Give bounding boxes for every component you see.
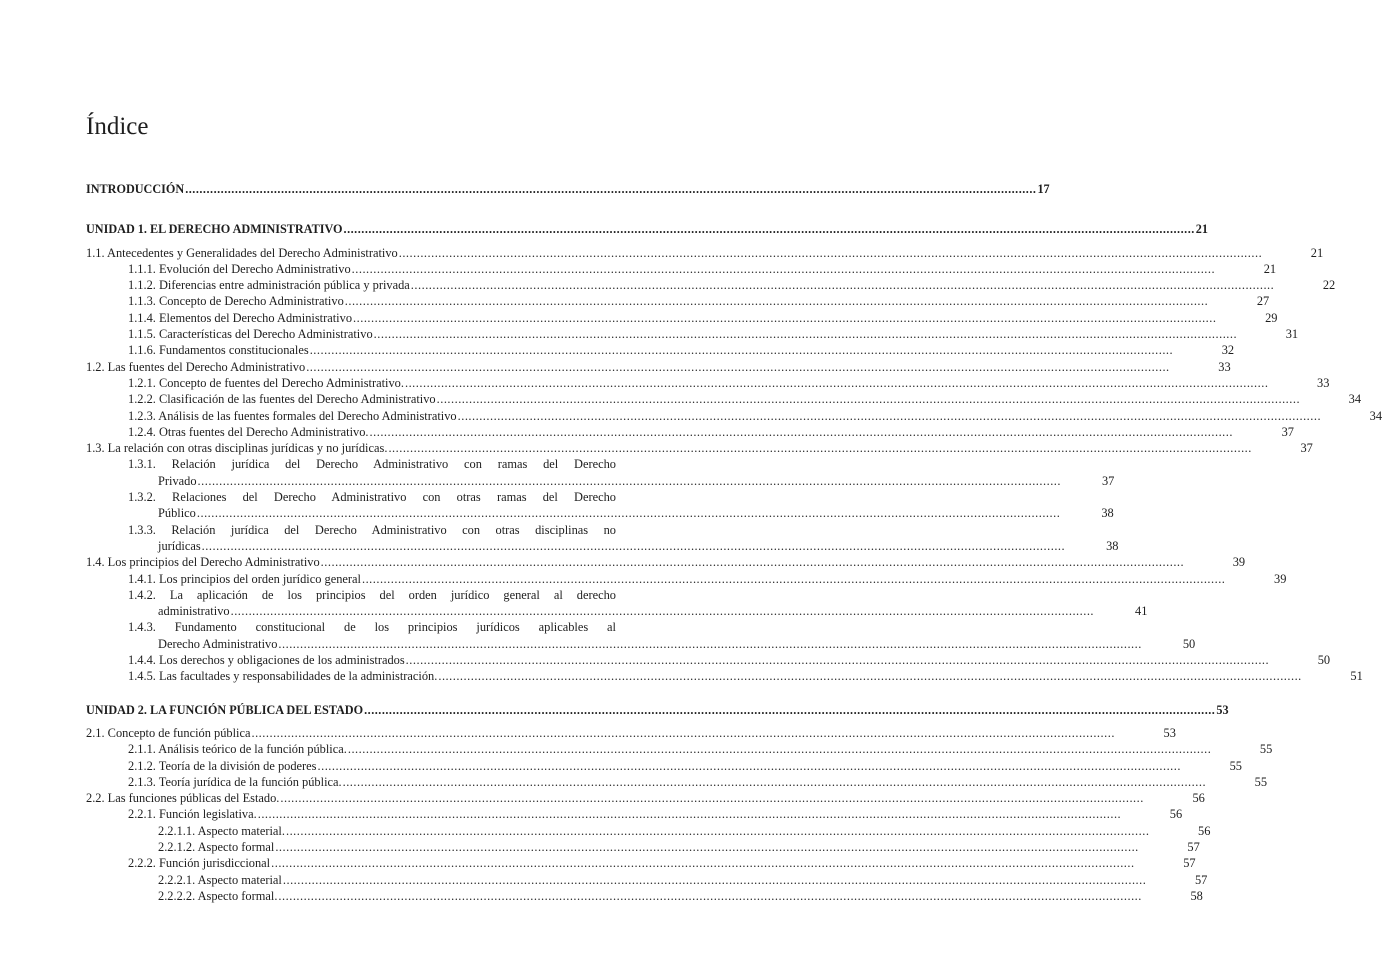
toc-entry-text: 1.4. Los principios del Derecho Administrativo xyxy=(86,555,320,570)
dot-leader: ................................................................................................................................................................................................................................................ xyxy=(361,571,1226,586)
toc-entry xyxy=(86,245,1324,261)
toc-entry xyxy=(86,806,1183,822)
toc-entry-text-line-1: 1.4.3. Fundamento constitucional de los principios jurídicos aplicables al xyxy=(128,620,616,635)
toc-entry-text: 1.2.3. Análisis de las fuentes formales del Derecho Administrativo xyxy=(128,408,457,423)
toc-entry-text: 1.1.4. Elementos del Derecho Administrativo xyxy=(128,310,353,325)
toc-entry-text-line-2: Privado xyxy=(158,473,197,488)
toc-entry-text: 2.1. Concepto de función pública xyxy=(86,725,251,740)
toc-entry-text-line-2: Público xyxy=(158,506,196,521)
toc-entry-page: 22 xyxy=(1322,278,1336,293)
toc-entry-text-line-2: administrativo xyxy=(158,604,230,619)
toc-entry xyxy=(86,571,1287,587)
toc-entry-page: 37 xyxy=(1101,473,1115,488)
toc-entry-page: 32 xyxy=(1221,343,1235,358)
toc-entry-page: 38 xyxy=(1101,506,1114,521)
dot-leader: ................................................................................................................................................................................................................................................ xyxy=(280,791,1144,806)
toc-entry-page: 29 xyxy=(1265,310,1278,325)
toc-entry-page: 38 xyxy=(1106,538,1119,553)
toc-entry xyxy=(86,554,1246,570)
toc-entry xyxy=(86,342,1235,358)
toc-entry xyxy=(86,408,1382,424)
dot-leader: ................................................................................................................................................................................................................................................ xyxy=(278,888,1142,903)
toc-entry-line-2 xyxy=(128,538,1119,554)
dot-leader: ................................................................................................................................................................................................................................................ xyxy=(364,702,1216,717)
toc-entry-text: 1.4.4. Los derechos y obligaciones de los administrados xyxy=(128,653,405,668)
toc-entry-text-line-1: 1.3.3. Relación jurídica del Derecho Administrativo con otras disciplinas no xyxy=(128,522,616,537)
toc-entry-page: 21 xyxy=(1263,261,1277,276)
dot-leader: ................................................................................................................................................................................................................................................ xyxy=(275,839,1139,854)
dot-leader: ................................................................................................................................................................................................................................................ xyxy=(185,182,1037,196)
dot-leader: ................................................................................................................................................................................................................................................ xyxy=(405,653,1270,668)
toc-entry xyxy=(86,790,1205,806)
toc-entry-text: 1.2.4. Otras fuentes del Derecho Administrativo. xyxy=(128,424,369,439)
toc-entry-page: 17 xyxy=(1037,182,1050,196)
toc-entry-multiline xyxy=(86,489,1114,522)
toc-entry xyxy=(86,293,1270,309)
toc-entry-page: 57 xyxy=(1187,839,1200,854)
toc-entry-text: 2.2.1. Función legislativa. xyxy=(128,807,257,822)
toc-entry-text-line-1: 1.3.2. Relaciones del Derecho Administrativo con otras ramas del Derecho xyxy=(128,490,616,505)
toc-entry-text: 1.2.2. Clasificación de las fuentes del Derecho Administrativo xyxy=(128,392,436,407)
toc-entry-introduction xyxy=(86,181,1050,197)
toc-entry xyxy=(86,668,1363,684)
toc-entry-multiline xyxy=(86,456,1115,489)
dot-leader: ................................................................................................................................................................................................................................................ xyxy=(344,294,1209,309)
toc-entry-line-2 xyxy=(128,636,1196,652)
toc-entry-page: 41 xyxy=(1135,604,1148,619)
dot-leader: ................................................................................................................................................................................................................................................ xyxy=(353,310,1217,325)
dot-leader: ................................................................................................................................................................................................................................................ xyxy=(438,669,1302,684)
dot-leader: ................................................................................................................................................................................................................................................ xyxy=(230,604,1095,619)
toc-entry-text: 1.4.5. Las facultades y responsabilidades de la administración. xyxy=(128,669,438,684)
toc-entry-page: 21 xyxy=(1310,245,1324,260)
toc-entry-text: 2.2.1.1. Aspecto material. xyxy=(158,823,285,838)
toc-entry-text: 2.2.2.2. Aspecto formal. xyxy=(158,888,278,903)
toc-entry-text: UNIDAD 1. EL DERECHO ADMINISTRATIVO xyxy=(86,222,343,237)
toc-entry xyxy=(86,774,1268,790)
toc-entry xyxy=(86,424,1294,440)
toc-entry-page: 55 xyxy=(1259,742,1273,757)
toc-entry xyxy=(86,652,1331,668)
toc-entry-page: 56 xyxy=(1192,791,1205,806)
toc-entry-page: 33 xyxy=(1218,359,1231,374)
toc-entry-text: UNIDAD 2. LA FUNCIÓN PÚBLICA DEL ESTADO xyxy=(86,702,364,717)
dot-leader: ................................................................................................................................................................................................................................................ xyxy=(201,538,1066,553)
toc-entry-text: 2.2. Las funciones públicas del Estado. xyxy=(86,791,280,806)
toc-entry-text: 2.2.2. Función jurisdiccional xyxy=(128,856,271,871)
dot-leader: ................................................................................................................................................................................................................................................ xyxy=(436,392,1301,407)
toc-entry-multiline xyxy=(86,587,1148,620)
dot-leader: ................................................................................................................................................................................................................................................ xyxy=(343,222,1195,237)
dot-leader: ................................................................................................................................................................................................................................................ xyxy=(457,408,1322,423)
toc-entry-page: 34 xyxy=(1369,408,1382,423)
page-title: Índice xyxy=(86,113,149,140)
dot-leader: ................................................................................................................................................................................................................................................ xyxy=(369,424,1233,439)
toc-entry xyxy=(86,758,1242,774)
toc-entry-text: 2.2.2.1. Aspecto material xyxy=(158,872,282,887)
dot-leader: ................................................................................................................................................................................................................................................ xyxy=(196,506,1061,521)
toc-entry-page: 50 xyxy=(1317,653,1331,668)
toc-entry-page: 37 xyxy=(1300,441,1313,456)
toc-entry xyxy=(86,839,1200,855)
toc-entry-text: 1.1. Antecedentes y Generalidades del Derecho Administrativo xyxy=(86,245,398,260)
dot-leader: ................................................................................................................................................................................................................................................ xyxy=(347,742,1212,757)
toc-entry-text: 1.2. Las fuentes del Derecho Administrativo xyxy=(86,359,306,374)
toc-entry xyxy=(86,888,1203,904)
dot-leader: ................................................................................................................................................................................................................................................ xyxy=(271,856,1135,871)
toc-entry-text: 1.4.1. Los principios del orden jurídico general xyxy=(128,571,361,586)
toc-entry xyxy=(86,855,1196,871)
dot-leader: ................................................................................................................................................................................................................................................ xyxy=(285,823,1150,838)
toc-entry xyxy=(86,872,1208,888)
toc-entry-text: 2.1.1. Análisis teórico de la función pública. xyxy=(128,742,347,757)
toc-entry xyxy=(86,741,1273,757)
toc-entry-page: 21 xyxy=(1195,222,1208,237)
dot-leader: ................................................................................................................................................................................................................................................ xyxy=(317,758,1181,773)
dot-leader: ................................................................................................................................................................................................................................................ xyxy=(257,807,1122,822)
toc-entry xyxy=(86,375,1330,391)
toc-entry-unit-2 xyxy=(86,702,1229,718)
toc-entry-multiline xyxy=(86,522,1119,555)
dot-leader: ................................................................................................................................................................................................................................................ xyxy=(398,245,1263,260)
toc-entry-text: 1.1.3. Concepto de Derecho Administrativo xyxy=(128,294,344,309)
dot-leader: ................................................................................................................................................................................................................................................ xyxy=(309,343,1174,358)
toc-entry-page: 37 xyxy=(1281,424,1294,439)
dot-leader: ................................................................................................................................................................................................................................................ xyxy=(278,636,1142,651)
toc-entry-page: 53 xyxy=(1216,702,1229,717)
toc-entry-text: 1.3. La relación con otras disciplinas jurídicas y no jurídicas. xyxy=(86,441,388,456)
toc-entry-line-2 xyxy=(128,473,1115,489)
toc-entry-text-line-2: jurídicas xyxy=(158,538,201,553)
toc-entry-text: 1.1.2. Diferencias entre administración pública y privada xyxy=(128,278,410,293)
toc-entry-text: 2.1.2. Teoría de la división de poderes xyxy=(128,758,317,773)
toc-entry-multiline xyxy=(86,619,1196,652)
dot-leader: ................................................................................................................................................................................................................................................ xyxy=(351,261,1216,276)
toc-entry-text-line-1: 1.3.1. Relación jurídica del Derecho Administrativo con ramas del Derecho xyxy=(128,457,616,472)
dot-leader: ................................................................................................................................................................................................................................................ xyxy=(251,725,1115,740)
toc-entry-text: 1.1.6. Fundamentos constitucionales xyxy=(128,343,309,358)
toc-entry-unit-1 xyxy=(86,221,1208,237)
toc-entry-page: 55 xyxy=(1254,774,1268,789)
toc-entry xyxy=(86,440,1313,456)
toc-entry xyxy=(86,326,1299,342)
toc-entry-page: 50 xyxy=(1182,636,1196,651)
toc-entry xyxy=(86,277,1336,293)
toc-entry xyxy=(86,391,1362,407)
dot-leader: ................................................................................................................................................................................................................................................ xyxy=(342,774,1207,789)
toc-entry-page: 56 xyxy=(1198,823,1211,838)
toc-entry-page: 51 xyxy=(1350,669,1363,684)
toc-entry xyxy=(86,359,1231,375)
toc-entry-page: 53 xyxy=(1163,725,1176,740)
toc-entry-text: 1.2.1. Concepto de fuentes del Derecho Administrativo. xyxy=(128,375,404,390)
toc-entry-page: 55 xyxy=(1229,758,1242,773)
toc-entry-text: 2.1.3. Teoría jurídica de la función pública. xyxy=(128,774,342,789)
toc-entry-page: 33 xyxy=(1317,375,1330,390)
toc-entry-text-line-1: 1.4.2. La aplicación de los principios del orden jurídico general al derecho xyxy=(128,587,616,602)
dot-leader: ................................................................................................................................................................................................................................................ xyxy=(282,872,1147,887)
toc-entry-line-2 xyxy=(128,505,1114,521)
toc-entry-page: 34 xyxy=(1348,392,1362,407)
dot-leader: ................................................................................................................................................................................................................................................ xyxy=(306,359,1170,374)
toc-entry-page: 39 xyxy=(1274,571,1287,586)
toc-entry xyxy=(86,310,1278,326)
toc-entry-page: 56 xyxy=(1169,807,1183,822)
toc-entry xyxy=(86,261,1277,277)
dot-leader: ................................................................................................................................................................................................................................................ xyxy=(373,327,1238,342)
dot-leader: ................................................................................................................................................................................................................................................ xyxy=(404,375,1269,390)
toc-entry-text: 2.2.1.2. Aspecto formal xyxy=(158,839,275,854)
toc-entry-text-line-2: Derecho Administrativo xyxy=(158,636,278,651)
toc-entry xyxy=(86,823,1211,839)
toc-entry-text: 1.1.5. Características del Derecho Administrativo xyxy=(128,327,373,342)
toc-entry-page: 57 xyxy=(1194,872,1208,887)
dot-leader: ................................................................................................................................................................................................................................................ xyxy=(320,555,1185,570)
toc-entry-page: 39 xyxy=(1232,555,1246,570)
toc-entry xyxy=(86,725,1176,741)
dot-leader: ................................................................................................................................................................................................................................................ xyxy=(197,473,1061,488)
toc-entry-text: 1.1.1. Evolución del Derecho Administrativo xyxy=(128,261,351,276)
toc-entry-page: 31 xyxy=(1285,327,1299,342)
dot-leader: ................................................................................................................................................................................................................................................ xyxy=(388,441,1252,456)
toc-entry-line-2 xyxy=(128,603,1148,619)
toc-entry-text: INTRODUCCIÓN xyxy=(86,182,185,196)
toc-entry-page: 27 xyxy=(1256,294,1270,309)
toc-entry-page: 57 xyxy=(1183,856,1196,871)
table-of-contents xyxy=(86,181,1382,904)
dot-leader: ................................................................................................................................................................................................................................................ xyxy=(410,278,1275,293)
toc-entry-page: 58 xyxy=(1190,888,1203,903)
